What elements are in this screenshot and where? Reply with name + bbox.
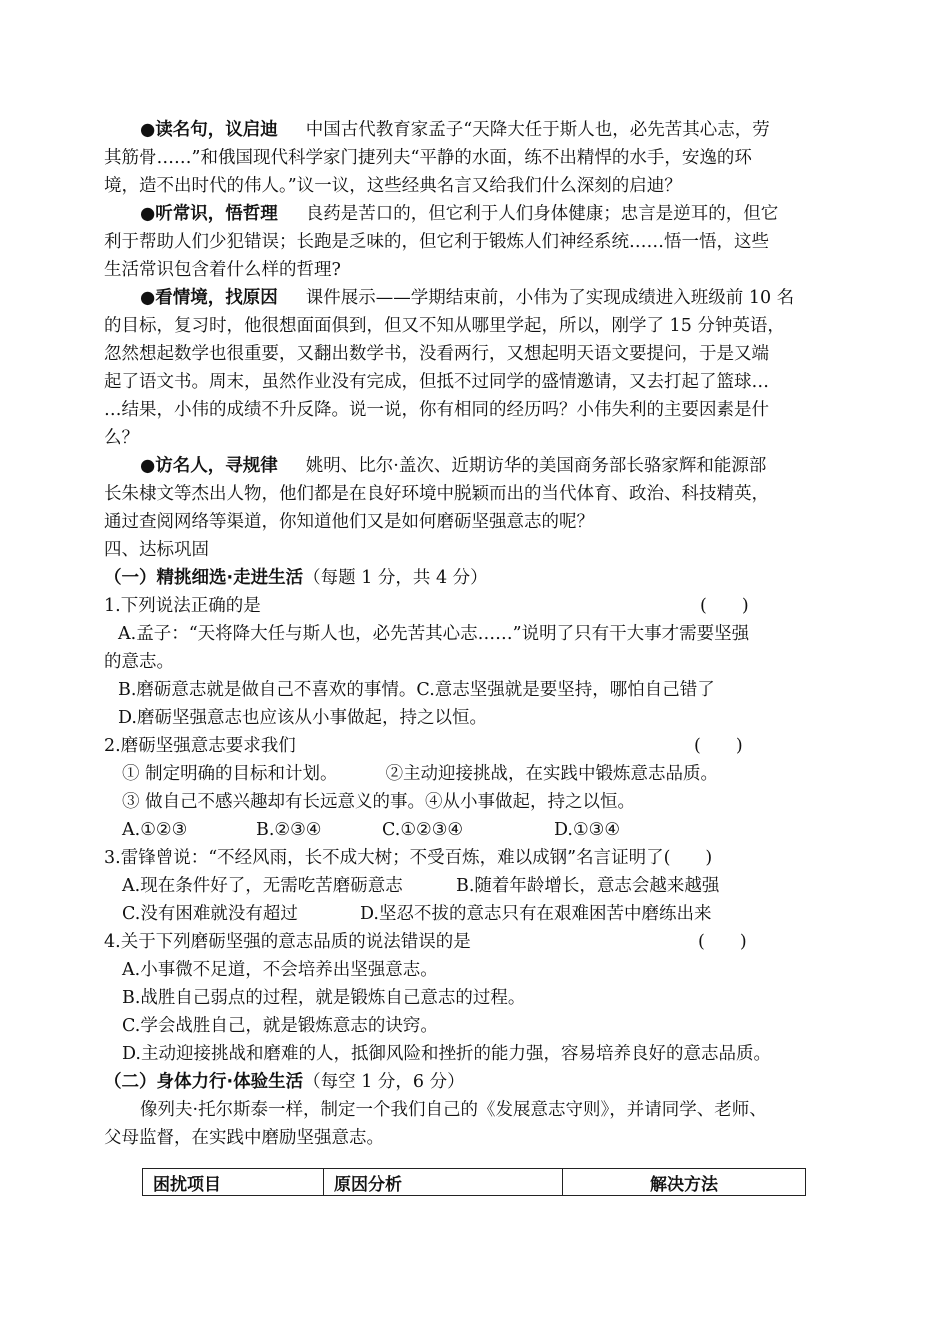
option-b: B.随着年龄增长，意志会越来越强	[456, 876, 720, 896]
paragraph-line: 其筋骨……”和俄国现代科学家门捷列夫“平静的水面，练不出精悍的水手，安逸的环	[104, 148, 752, 168]
option-line: 的意志。	[104, 652, 174, 672]
paragraph-line	[104, 452, 848, 480]
section-heading: ●访名人，寻规律	[140, 456, 278, 476]
paragraph-line	[104, 200, 848, 228]
answer-bracket[interactable]: ( )	[700, 596, 749, 616]
paragraph-line: 忽然想起数学也很重要，又翻出数学书，没看两行，又想起明天语文要提问，于是又端	[104, 344, 769, 364]
statement-line: ③ 做自己不感兴趣却有长远意义的事。④从小事做起，持之以恒。	[122, 792, 636, 812]
question-stem	[104, 592, 848, 620]
question-text: 1.下列说法正确的是	[104, 596, 261, 616]
document-page	[104, 116, 848, 1152]
question-stem: 3.雷锋曾说：“不经风雨，长不成大树；不受百炼，难以成钢”名言证明了( )	[104, 848, 713, 868]
option-a: A.现在条件好了，无需吃苦磨砺意志	[122, 876, 403, 896]
option-line: B.磨砺意志就是做自己不喜欢的事情。C.意志坚强就是要坚持，哪怕自己错了	[118, 680, 715, 700]
section-heading: ●读名句，议启迪	[140, 120, 278, 140]
section-title: 四、达标巩固	[104, 540, 209, 560]
paragraph-line: 父母监督，在实践中磨励坚强意志。	[104, 1128, 384, 1148]
paragraph-line: 的目标，复习时，他很想面面俱到，但又不知从哪里学起，所以，刚学了 15 分钟英语，	[104, 316, 785, 336]
question-stem	[104, 928, 848, 956]
option-line: D.磨砺坚强意志也应该从小事做起，持之以恒。	[118, 708, 487, 728]
paragraph-line: 利于帮助人们少犯错误；长跑是乏味的，但它利于锻炼人们神经系统……悟一悟，这些	[104, 232, 769, 252]
header-cell-solution: 解决方法	[563, 1169, 806, 1196]
table-header-row	[143, 1169, 806, 1196]
paragraph-line	[104, 284, 848, 312]
question-text: 4.关于下列磨砺坚强的意志品质的说法错误的是	[104, 932, 471, 952]
paragraph-line: 长朱棣文等杰出人物，他们都是在良好环境中脱颖而出的当代体育、政治、科技精英，	[104, 484, 769, 504]
part-title: （一）精挑细选·走进生活	[104, 568, 304, 588]
answer-bracket[interactable]: ( )	[694, 736, 743, 756]
paragraph-line: 生活常识包含着什么样的哲理?	[104, 260, 341, 280]
paragraph-text: 课件展示——学期结束前，小伟为了实现成绩进入班级前 10 名	[305, 288, 795, 308]
paragraph-line: 通过查阅网络等渠道，你知道他们又是如何磨砺坚强意志的呢？	[104, 512, 594, 532]
paragraph-line: 么？	[104, 428, 139, 448]
section-heading: ●听常识，悟哲理	[140, 204, 278, 224]
guideline-table	[142, 1168, 806, 1196]
paragraph-text: 良药是苦口的，但它利于人们身体健康；忠言是逆耳的，但它	[305, 204, 779, 224]
answer-bracket[interactable]: ( )	[698, 932, 747, 952]
option-d: D.坚忍不拔的意志只有在艰难困苦中磨练出来	[360, 904, 712, 924]
options-row	[104, 816, 848, 844]
header-cell-reason: 原因分析	[324, 1169, 563, 1196]
part-score: （每题 1 分，共 4 分）	[303, 568, 488, 588]
header-cell-problem: 困扰项目	[143, 1169, 324, 1196]
option-line: A.小事微不足道，不会培养出坚强意志。	[122, 960, 438, 980]
statement-line	[104, 760, 848, 788]
paragraph-line: 像列夫·托尔斯泰一样，制定一个我们自己的《发展意志守则》，并请同学、老师、	[140, 1100, 767, 1120]
part-title: （二）身体力行·体验生活	[104, 1072, 304, 1092]
option-b: B.②③④	[256, 820, 322, 840]
option-c: C.①②③④	[382, 820, 464, 840]
option-d: D.①③④	[554, 820, 621, 840]
option-c: C.没有困难就没有超过	[122, 904, 298, 924]
statement-1: ① 制定明确的目标和计划。	[122, 764, 338, 784]
part-score: （每空 1 分，6 分）	[303, 1072, 465, 1092]
paragraph-line: …结果，小伟的成绩不升反降。说一说，你有相同的经历吗？小伟失利的主要因素是什	[104, 400, 769, 420]
paragraph-line: 起了语文书。周末，虽然作业没有完成，但抵不过同学的盛情邀请，又去打起了篮球…	[104, 372, 769, 392]
question-stem	[104, 732, 848, 760]
part-heading	[104, 1068, 848, 1096]
options-row	[104, 900, 848, 928]
option-a: A.①②③	[122, 820, 188, 840]
paragraph-text: 姚明、比尔·盖次、近期访华的美国商务部长骆家辉和能源部	[305, 456, 767, 476]
part-heading	[104, 564, 848, 592]
paragraph-text: 中国古代教育家孟子“天降大任于斯人也，必先苦其心志，劳	[305, 120, 770, 140]
section-heading: ●看情境，找原因	[140, 288, 278, 308]
paragraph-line: 境，造不出时代的伟人。”议一议，这些经典名言又给我们什么深刻的启迪？	[104, 176, 682, 196]
paragraph-line	[104, 116, 848, 144]
option-line: B.战胜自己弱点的过程，就是锻炼自己意志的过程。	[122, 988, 526, 1008]
option-line: D.主动迎接挑战和磨难的人，抵御风险和挫折的能力强，容易培养良好的意志品质。	[122, 1044, 771, 1064]
options-row	[104, 872, 848, 900]
statement-2: ②主动迎接挑战，在实践中锻炼意志品质。	[385, 764, 719, 784]
option-line: C.学会战胜自己，就是锻炼意志的诀窍。	[122, 1016, 438, 1036]
option-line: A.孟子：“天将降大任与斯人也，必先苦其心志……”说明了只有干大事才需要坚强	[118, 624, 750, 644]
question-text: 2.磨砺坚强意志要求我们	[104, 736, 296, 756]
